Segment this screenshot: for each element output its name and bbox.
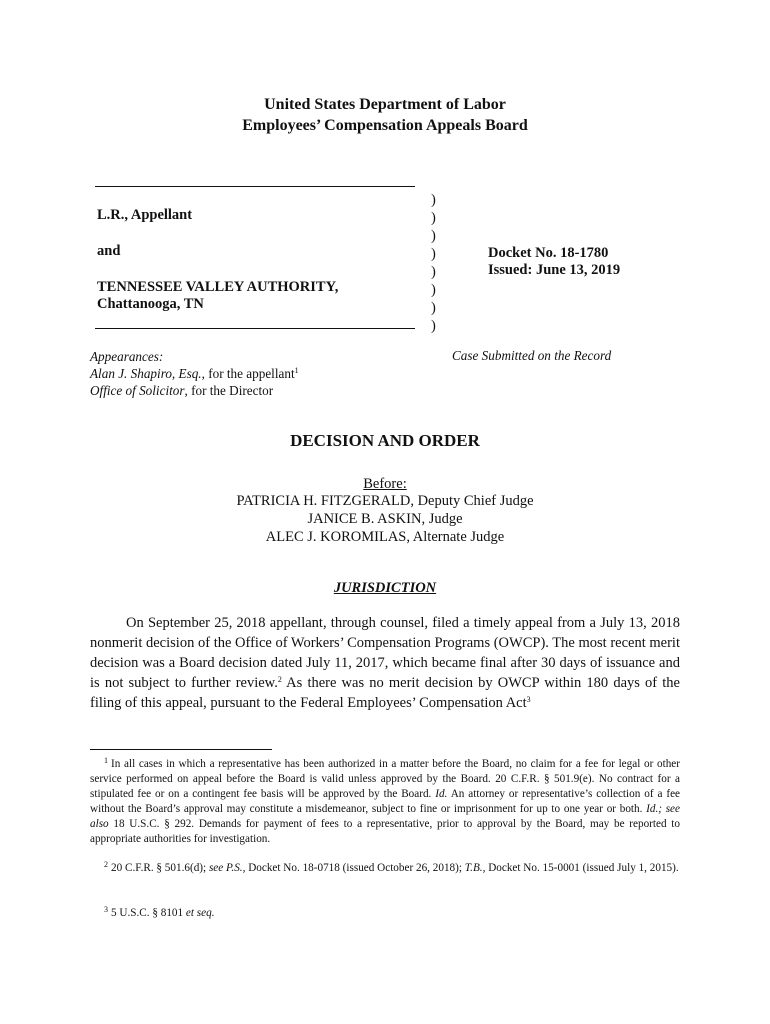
footnote-ref-3[interactable]: 3 [526, 695, 531, 704]
appearances-label: Appearances: [90, 349, 164, 364]
appellant-counsel-name: Alan J. Shapiro, Esq. [90, 366, 202, 381]
judge-3: ALEC J. KOROMILAS, Alternate Judge [265, 529, 505, 545]
footnote-separator [90, 749, 272, 750]
appellant-counsel [90, 365, 299, 382]
jurisdiction-heading-text: JURISDICTION [333, 580, 437, 596]
jurisdiction-heading [0, 580, 770, 597]
director-counsel-role: , for the Director [184, 383, 274, 398]
case-submitted: Case Submitted on the Record [452, 348, 612, 363]
footnote-ref-1[interactable]: 1 [294, 366, 299, 375]
footnote-2-number: 2 [104, 860, 108, 869]
footnote-1 [90, 757, 680, 847]
appearances-block [90, 348, 299, 399]
caption-and: and [97, 243, 121, 259]
footnote-ref-2[interactable]: 2 [277, 675, 282, 684]
paren: ) [431, 246, 436, 262]
agency-name: TENNESSEE VALLEY AUTHORITY, [97, 279, 339, 295]
director-counsel-name: Office of Solicitor [90, 383, 185, 398]
appellant-counsel-role: , for the appellant [201, 366, 295, 381]
footnote-3-number: 3 [104, 905, 108, 914]
jurisdiction-paragraph [90, 613, 680, 713]
paren: ) [431, 318, 436, 334]
before-label [0, 475, 770, 493]
footnote-2-text-a: 20 C.F.R. § 501.6(d); [111, 862, 209, 874]
agency-title: United States Department of Labor [264, 96, 506, 113]
footnote-1-id: Id. [435, 788, 448, 800]
footnote-2-text-c: Docket No. 15-0001 (issued July 1, 2015). [485, 862, 679, 874]
paren: ) [431, 228, 436, 244]
caption-top-rule [95, 186, 415, 187]
footnote-2-tb: T.B., [464, 862, 486, 874]
before-label-text: Before: [363, 476, 407, 492]
footnote-1-text-b: An attorney or representative’s collection of a fee without the Board’s approval may constitute a misdemeanor, subject to fine or imprisonment for up to one year or both. [90, 788, 681, 815]
footnote-3-text: 5 U.S.C. § 8101 [111, 907, 186, 919]
caption-parens [431, 191, 436, 335]
paren: ) [431, 210, 436, 226]
footnote-1-number: 1 [104, 756, 108, 765]
director-counsel [90, 382, 299, 399]
jurisdiction-text-2: As there was no merit decision by OWCP within 180 days of the filing of this appeal, pursuant to the Federal Employees’ Compensation Act [90, 675, 680, 711]
issued-date: Issued: June 13, 2019 [488, 262, 621, 278]
paren: ) [431, 282, 436, 298]
footnote-2-text-b: Docket No. 18-0718 (issued October 26, 2018); [245, 862, 465, 874]
docket-number: Docket No. 18-1780 [488, 245, 609, 261]
appellant-name: L.R., Appellant [97, 207, 193, 223]
footnote-2 [90, 861, 680, 876]
paren: ) [431, 264, 436, 280]
footnote-1-text-c: 18 U.S.C. § 292. Demands for payment of fees to a representative, prior to approval by the Board, may be reported to appropriate authorities for investigation. [90, 818, 680, 845]
judge-1: PATRICIA H. FITZGERALD, Deputy Chief Judge [236, 493, 534, 509]
paren: ) [431, 192, 436, 208]
board-title: Employees’ Compensation Appeals Board [242, 117, 528, 134]
agency-location: Chattanooga, TN [97, 296, 204, 312]
footnote-1-id-see-also: Id.; see also [90, 803, 680, 830]
jurisdiction-text-1: On September 25, 2018 appellant, through counsel, filed a timely appeal from a July 13, 2018 nonmerit decision of the Office of Workers’ Compensation Programs (OWCP). The most recent merit decision was a Board decision dated July 11, 2017, which became final after 30 days of issuance and is not subject to further review. [90, 615, 680, 691]
judge-2: JANICE B. ASKIN, Judge [307, 511, 463, 527]
footnote-3 [90, 906, 680, 921]
paren: ) [431, 300, 436, 316]
footnote-3-et-seq: et seq. [185, 907, 215, 919]
caption-bottom-rule [95, 328, 415, 329]
decision-title: DECISION AND ORDER [290, 431, 480, 450]
footnote-1-text-a: In all cases in which a representative has been authorized in a matter before the Board, no claim for a fee for legal or other service performed on appeal before the Board is valid unless approved by the Board. 20 C.F.R. § 501.9(e). No contract for a stipulated fee or on a contingent fee basis will be approved by the Board. [90, 758, 680, 800]
footnote-2-see: see P.S., [208, 862, 246, 874]
